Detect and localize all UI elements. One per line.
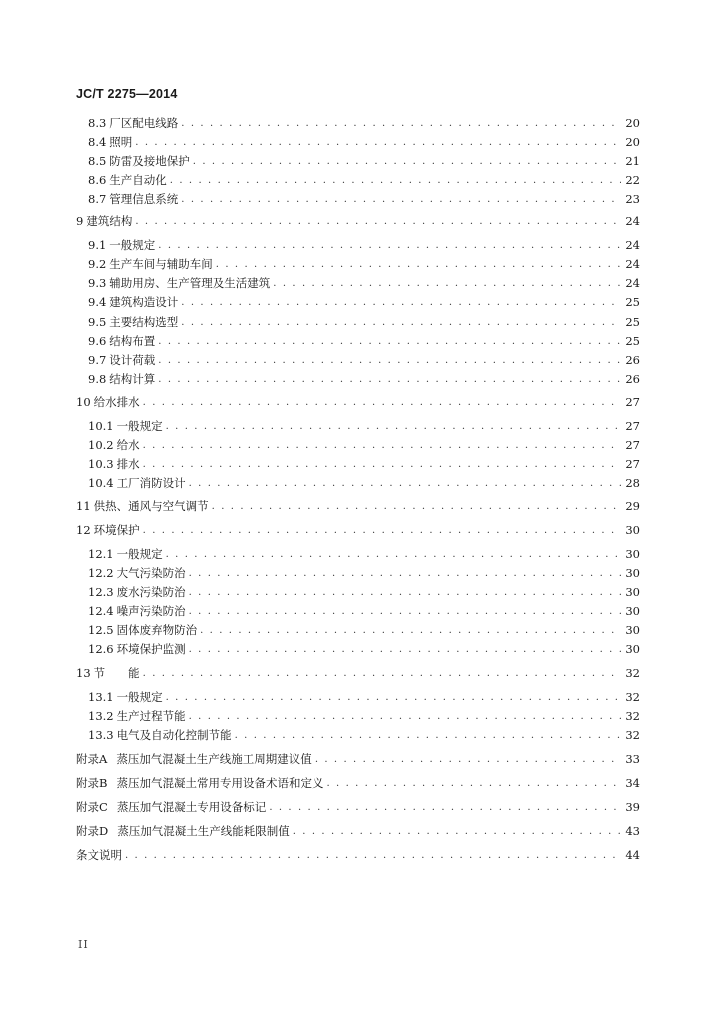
toc-entry-number: 9.6 (88, 334, 107, 348)
toc-leader-dots (193, 156, 621, 168)
toc-entry[interactable] (88, 295, 640, 309)
toc-entry-title: 一般规定 (116, 547, 163, 561)
toc-leader-dots (189, 606, 621, 618)
toc-entry-title: 防雷及接地保护 (109, 154, 190, 168)
toc-entry-number: 12.1 (88, 547, 114, 561)
toc-entry-number: 9.1 (88, 238, 107, 252)
toc-entry[interactable] (76, 752, 640, 766)
toc-entry-number: 12.3 (88, 585, 114, 599)
toc-leader-dots (216, 259, 621, 271)
toc-entry-page: 43 (625, 824, 640, 838)
toc-leader-dots (315, 754, 621, 766)
toc-leader-dots (189, 587, 621, 599)
toc-leader-dots (170, 175, 621, 187)
toc-entry-page: 30 (625, 547, 640, 561)
toc-entry[interactable] (76, 499, 640, 513)
toc-entry-number: 9.8 (88, 372, 107, 386)
toc-entry-title: 设计荷载 (109, 353, 156, 367)
toc-entry-title: 电气及自动化控制节能 (116, 728, 232, 742)
toc-entry[interactable] (88, 476, 640, 490)
toc-entry[interactable] (88, 154, 640, 168)
toc-entry-page: 26 (625, 353, 640, 367)
toc-entry-page: 21 (625, 154, 640, 168)
toc-entry[interactable] (88, 438, 640, 452)
toc-leader-dots (143, 668, 621, 680)
toc-entry-title: 主要结构选型 (109, 315, 179, 329)
toc-entry-title: 蒸压加气混凝土常用专用设备术语和定义 (116, 776, 324, 790)
toc-entry-page: 30 (625, 566, 640, 580)
toc-entry-number: 8.7 (88, 192, 107, 206)
toc-entry-title: 蒸压加气混凝土专用设备标记 (116, 800, 267, 814)
toc-entry[interactable] (88, 690, 640, 704)
toc-leader-dots (181, 317, 621, 329)
toc-entry-page: 30 (625, 623, 640, 637)
toc-entry[interactable] (88, 642, 640, 656)
toc-entry[interactable] (88, 135, 640, 149)
toc-entry-number: 12 (76, 523, 91, 537)
toc-entry[interactable] (88, 709, 640, 723)
toc-entry-title: 管理信息系统 (109, 192, 179, 206)
toc-entry-title: 照明 (109, 135, 133, 149)
toc-entry[interactable] (76, 824, 640, 838)
toc-entry-page: 39 (625, 800, 640, 814)
toc-entry-title: 环境保护 (93, 523, 140, 537)
toc-entry-title: 建筑结构 (86, 214, 133, 228)
standard-code: JC/T 2275—2014 (76, 87, 178, 101)
toc-entry[interactable] (76, 666, 640, 680)
toc-entry-title: 废水污染防治 (116, 585, 186, 599)
toc-entry-page: 30 (625, 642, 640, 656)
toc-entry-title: 一般规定 (116, 690, 163, 704)
toc-entry-page: 24 (625, 238, 640, 252)
toc-entry-number: 8.3 (88, 116, 107, 130)
toc-leader-dots (166, 692, 621, 704)
toc-entry-page: 30 (625, 604, 640, 618)
toc-leader-dots (158, 374, 621, 386)
toc-entry-page: 32 (625, 728, 640, 742)
toc-entry-title: 生产车间与辅助车间 (109, 257, 213, 271)
toc-entry-page: 25 (625, 295, 640, 309)
toc-leader-dots (326, 778, 621, 790)
toc-entry-number: 9.4 (88, 295, 107, 309)
toc-entry[interactable] (88, 728, 640, 742)
toc-entry-number: 附录D (76, 824, 109, 838)
toc-entry-title: 结构布置 (109, 334, 156, 348)
toc-entry[interactable] (88, 334, 640, 348)
toc-entry-number: 11 (76, 499, 91, 513)
toc-leader-dots (143, 525, 621, 537)
toc-entry-title: 厂区配电线路 (109, 116, 179, 130)
toc-entry-page: 29 (625, 499, 640, 513)
toc-entry-number: 10.3 (88, 457, 114, 471)
toc-entry[interactable] (88, 566, 640, 580)
toc-entry-page: 24 (625, 257, 640, 271)
toc-leader-dots (273, 278, 621, 290)
toc-entry-page: 25 (625, 315, 640, 329)
toc-entry[interactable] (76, 800, 640, 814)
toc-entry-number: 12.4 (88, 604, 114, 618)
toc-leader-dots (143, 397, 621, 409)
toc-entry-number: 9.7 (88, 353, 107, 367)
toc-entry-title: 生产自动化 (109, 173, 167, 187)
toc-entry-number: 9.3 (88, 276, 107, 290)
toc-entry[interactable] (76, 848, 640, 862)
toc-entry-number: 附录A (76, 752, 108, 766)
toc-leader-dots (181, 118, 621, 130)
toc-leader-dots (181, 297, 621, 309)
toc-entry-number: 9.5 (88, 315, 107, 329)
toc-entry-page: 34 (625, 776, 640, 790)
toc-leader-dots (143, 459, 621, 471)
toc-entry[interactable] (88, 257, 640, 271)
toc-entry-title: 工厂消防设计 (116, 476, 186, 490)
toc-entry[interactable] (88, 192, 640, 206)
toc-entry-number: 12.5 (88, 623, 114, 637)
toc-entry-title: 蒸压加气混凝土生产线能耗限制值 (117, 824, 290, 838)
toc-leader-dots (293, 826, 621, 838)
toc-leader-dots (135, 216, 621, 228)
toc-entry-title: 一般规定 (109, 238, 156, 252)
toc-leader-dots (269, 802, 621, 814)
toc-entry-page: 20 (625, 135, 640, 149)
toc-leader-dots (189, 644, 621, 656)
toc-entry[interactable] (88, 276, 640, 290)
toc-leader-dots (158, 240, 621, 252)
toc-entry-number: 10.2 (88, 438, 114, 452)
toc-entry-number: 9 (76, 214, 84, 228)
toc-entry-number: 13.2 (88, 709, 114, 723)
toc-leader-dots (158, 355, 621, 367)
toc-entry[interactable] (88, 372, 640, 386)
toc-entry-page: 24 (625, 214, 640, 228)
toc-entry[interactable] (88, 623, 640, 637)
toc-entry-number: 附录C (76, 800, 108, 814)
toc-entry-number: 8.5 (88, 154, 107, 168)
toc-leader-dots (135, 137, 621, 149)
toc-entry[interactable] (76, 395, 640, 409)
toc-entry[interactable] (76, 523, 640, 537)
toc-entry-page: 27 (625, 457, 640, 471)
toc-entry-number: 8.4 (88, 135, 107, 149)
toc-entry-page: 24 (625, 276, 640, 290)
toc-leader-dots (166, 549, 621, 561)
toc-entry-page: 32 (625, 666, 640, 680)
toc-entry[interactable] (88, 173, 640, 187)
toc-entry-page: 25 (625, 334, 640, 348)
toc-entry-title: 环境保护监测 (116, 642, 186, 656)
toc-entry-page: 27 (625, 419, 640, 433)
toc-entry-page: 26 (625, 372, 640, 386)
page-number: II (78, 938, 89, 951)
toc-entry-number: 10.1 (88, 419, 114, 433)
toc-entry-page: 32 (625, 690, 640, 704)
toc-entry-title: 大气污染防治 (116, 566, 186, 580)
toc-entry-title: 结构计算 (109, 372, 156, 386)
toc-leader-dots (158, 336, 621, 348)
toc-entry-page: 44 (625, 848, 640, 862)
toc-leader-dots (143, 440, 621, 452)
toc-entry-title: 给水排水 (93, 395, 140, 409)
toc-entry-title: 辅助用房、生产管理及生活建筑 (109, 276, 271, 290)
toc-entry-page: 27 (625, 395, 640, 409)
toc-entry-title: 固体废弃物防治 (116, 623, 198, 637)
toc-entry-page: 30 (625, 523, 640, 537)
toc-entry-title: 给水 (116, 438, 140, 452)
toc-entry-title: 蒸压加气混凝土生产线施工周期建议值 (116, 752, 312, 766)
toc-entry-number: 12.2 (88, 566, 114, 580)
toc-entry-number: 9.2 (88, 257, 107, 271)
toc-entry-number: 13 (76, 666, 91, 680)
toc-leader-dots (189, 478, 621, 490)
toc-entry-page: 32 (625, 709, 640, 723)
toc-entry[interactable] (88, 547, 640, 561)
toc-entry[interactable] (88, 116, 640, 130)
toc-entry-title: 供热、通风与空气调节 (93, 499, 209, 513)
toc-entry-page: 27 (625, 438, 640, 452)
toc-entry-number: 附录B (76, 776, 108, 790)
toc-entry-title: 一般规定 (116, 419, 163, 433)
toc-leader-dots (181, 194, 621, 206)
toc-entry[interactable] (76, 214, 640, 228)
toc-entry[interactable] (88, 604, 640, 618)
toc-entry-title: 噪声污染防治 (116, 604, 186, 618)
toc-entry-page: 28 (625, 476, 640, 490)
toc-entry-title: 节 能 (93, 666, 140, 680)
toc-leader-dots (189, 711, 621, 723)
toc-leader-dots (166, 421, 621, 433)
toc-entry[interactable] (88, 419, 640, 433)
toc-leader-dots (189, 568, 621, 580)
toc-entry-title: 条文说明 (76, 848, 122, 862)
toc-leader-dots (125, 850, 621, 862)
toc-entry[interactable] (88, 238, 640, 252)
toc-leader-dots (212, 501, 621, 513)
toc-entry-title: 排水 (116, 457, 140, 471)
toc-entry-page: 30 (625, 585, 640, 599)
toc-entry[interactable] (76, 776, 640, 790)
toc-entry-title: 建筑构造设计 (109, 295, 179, 309)
toc-entry[interactable] (88, 315, 640, 329)
toc-leader-dots (200, 625, 621, 637)
toc-entry-number: 10 (76, 395, 91, 409)
toc-entry[interactable] (88, 353, 640, 367)
toc-entry-page: 23 (625, 192, 640, 206)
toc-entry-number: 13.1 (88, 690, 114, 704)
toc-entry-page: 33 (625, 752, 640, 766)
toc-entry-page: 22 (625, 173, 640, 187)
toc-entry-number: 8.6 (88, 173, 107, 187)
toc-entry-title: 生产过程节能 (116, 709, 186, 723)
toc-entry[interactable] (88, 585, 640, 599)
toc-entry-number: 13.3 (88, 728, 114, 742)
toc-leader-dots (235, 730, 621, 742)
toc-entry-page: 20 (625, 116, 640, 130)
toc-entry[interactable] (88, 457, 640, 471)
toc-entry-number: 12.6 (88, 642, 114, 656)
toc-entry-number: 10.4 (88, 476, 114, 490)
